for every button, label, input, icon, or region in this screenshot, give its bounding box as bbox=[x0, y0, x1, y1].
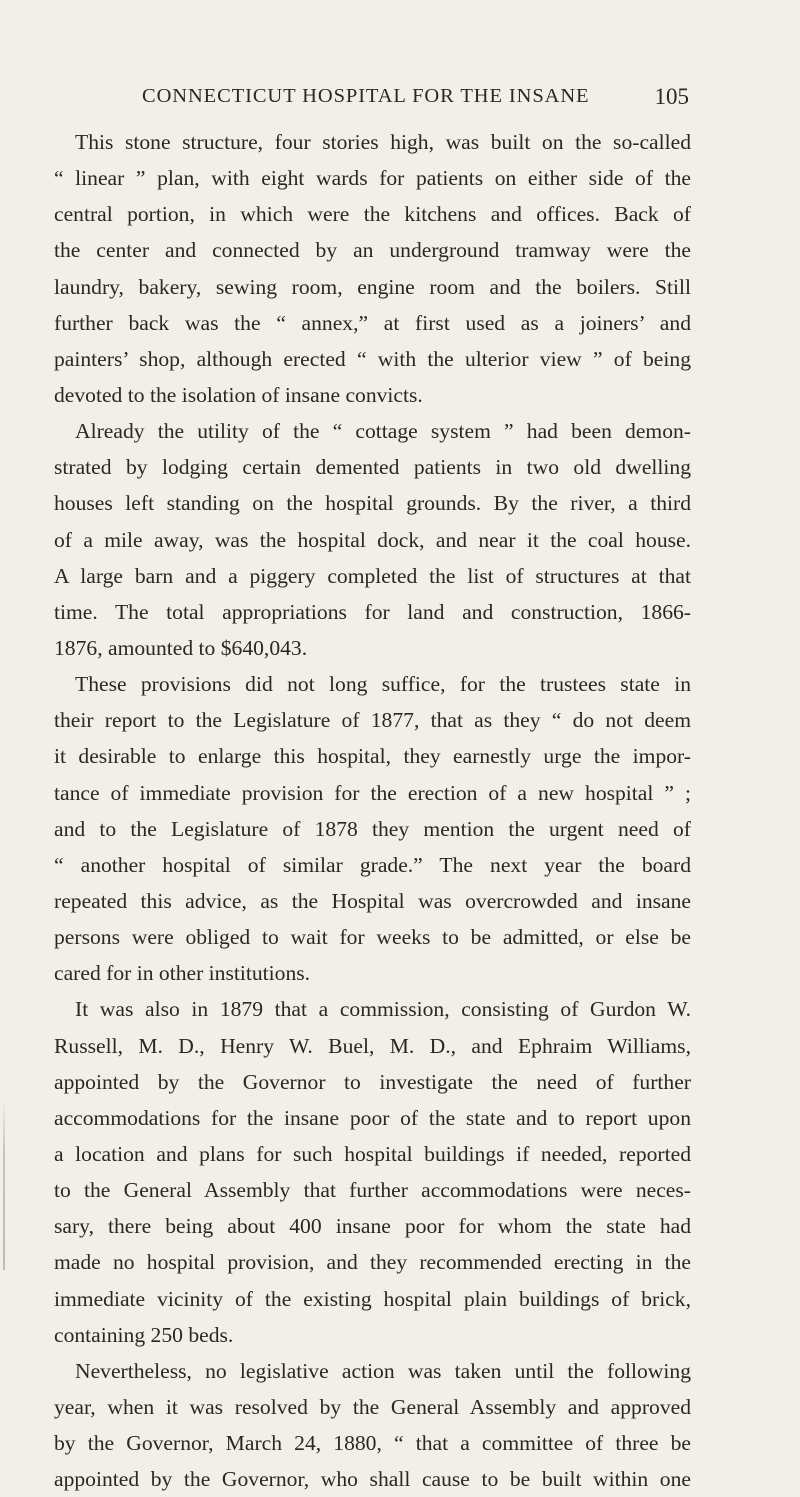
text-line: their report to the Legislature of 1877, that as they “ do not deem bbox=[54, 708, 691, 733]
text-line: Russell, M. D., Henry W. Buel, M. D., and Ephraim Williams, bbox=[54, 1033, 691, 1058]
text-line: appointed by the Governor, who shall cause to be built within one bbox=[54, 1467, 691, 1492]
text-line: “ linear ” plan, with eight wards for patients on either side of the bbox=[54, 166, 691, 191]
text-line: appointed by the Governor to investigate the need of further bbox=[54, 1069, 691, 1094]
text-line: accommodations for the insane poor of the state and to report upon bbox=[54, 1105, 691, 1130]
text-line: year, when it was resolved by the General Assembly and approved bbox=[54, 1394, 691, 1419]
text-line: time. The total appropriations for land and construction, 1866- bbox=[54, 599, 691, 624]
text-line: the center and connected by an underground tramway were the bbox=[54, 238, 691, 263]
page-edge-shadow bbox=[3, 1100, 5, 1270]
body-text bbox=[54, 124, 691, 1497]
text-line: strated by lodging certain demented patients in two old dwelling bbox=[54, 455, 691, 480]
text-line: devoted to the isolation of insane convicts. bbox=[54, 382, 423, 407]
text-line: persons were obliged to wait for weeks to be admitted, or else be bbox=[54, 925, 691, 950]
text-line: a location and plans for such hospital buildings if needed, reported bbox=[54, 1141, 691, 1166]
page-number: 105 bbox=[654, 84, 689, 109]
text-line: central portion, in which were the kitchens and offices. Back of bbox=[54, 202, 691, 227]
text-line: made no hospital provision, and they recommended erecting in the bbox=[54, 1250, 691, 1275]
text-line: laundry, bakery, sewing room, engine room and the boilers. Still bbox=[54, 274, 691, 299]
text-line: painters’ shop, although erected “ with the ulterior view ” of being bbox=[54, 346, 691, 371]
text-line: containing 250 beds. bbox=[54, 1322, 234, 1347]
text-line: it desirable to enlarge this hospital, they earnestly urge the impor- bbox=[54, 744, 691, 769]
text-line: Already the utility of the “ cottage system ” had been demon- bbox=[75, 419, 691, 444]
text-line: It was also in 1879 that a commission, consisting of Gurdon W. bbox=[75, 997, 691, 1022]
text-line: sary, there being about 400 insane poor for whom the state had bbox=[54, 1214, 691, 1239]
text-line: by the Governor, March 24, 1880, “ that a committee of three be bbox=[54, 1431, 691, 1456]
text-line: Nevertheless, no legislative action was taken until the following bbox=[75, 1358, 691, 1383]
text-line: “ another hospital of similar grade.” The next year the board bbox=[54, 852, 691, 877]
text-line: cared for in other institutions. bbox=[54, 961, 311, 986]
running-head-title: CONNECTICUT HOSPITAL FOR THE INSANE bbox=[142, 85, 590, 107]
text-line: and to the Legislature of 1878 they mention the urgent need of bbox=[54, 816, 691, 841]
text-line: houses left standing on the hospital grounds. By the river, a third bbox=[54, 491, 691, 516]
text-line: repeated this advice, as the Hospital was overcrowded and insane bbox=[54, 888, 691, 913]
text-line: further back was the “ annex,” at first used as a joiners’ and bbox=[54, 310, 691, 335]
text-line: immediate vicinity of the existing hospital plain buildings of brick, bbox=[54, 1286, 691, 1311]
text-line: A large barn and a piggery completed the list of structures at that bbox=[54, 563, 691, 588]
text-line: tance of immediate provision for the erection of a new hospital ” ; bbox=[54, 780, 691, 805]
running-head bbox=[142, 83, 689, 113]
text-line: to the General Assembly that further accommodations were neces- bbox=[54, 1178, 691, 1203]
text-line: This stone structure, four stories high, was built on the so-called bbox=[75, 130, 691, 154]
text-line: These provisions did not long suffice, for the trustees state in bbox=[75, 672, 691, 697]
text-line: of a mile away, was the hospital dock, and near it the coal house. bbox=[54, 527, 691, 552]
text-line: 1876, amounted to $640,043. bbox=[54, 635, 308, 660]
